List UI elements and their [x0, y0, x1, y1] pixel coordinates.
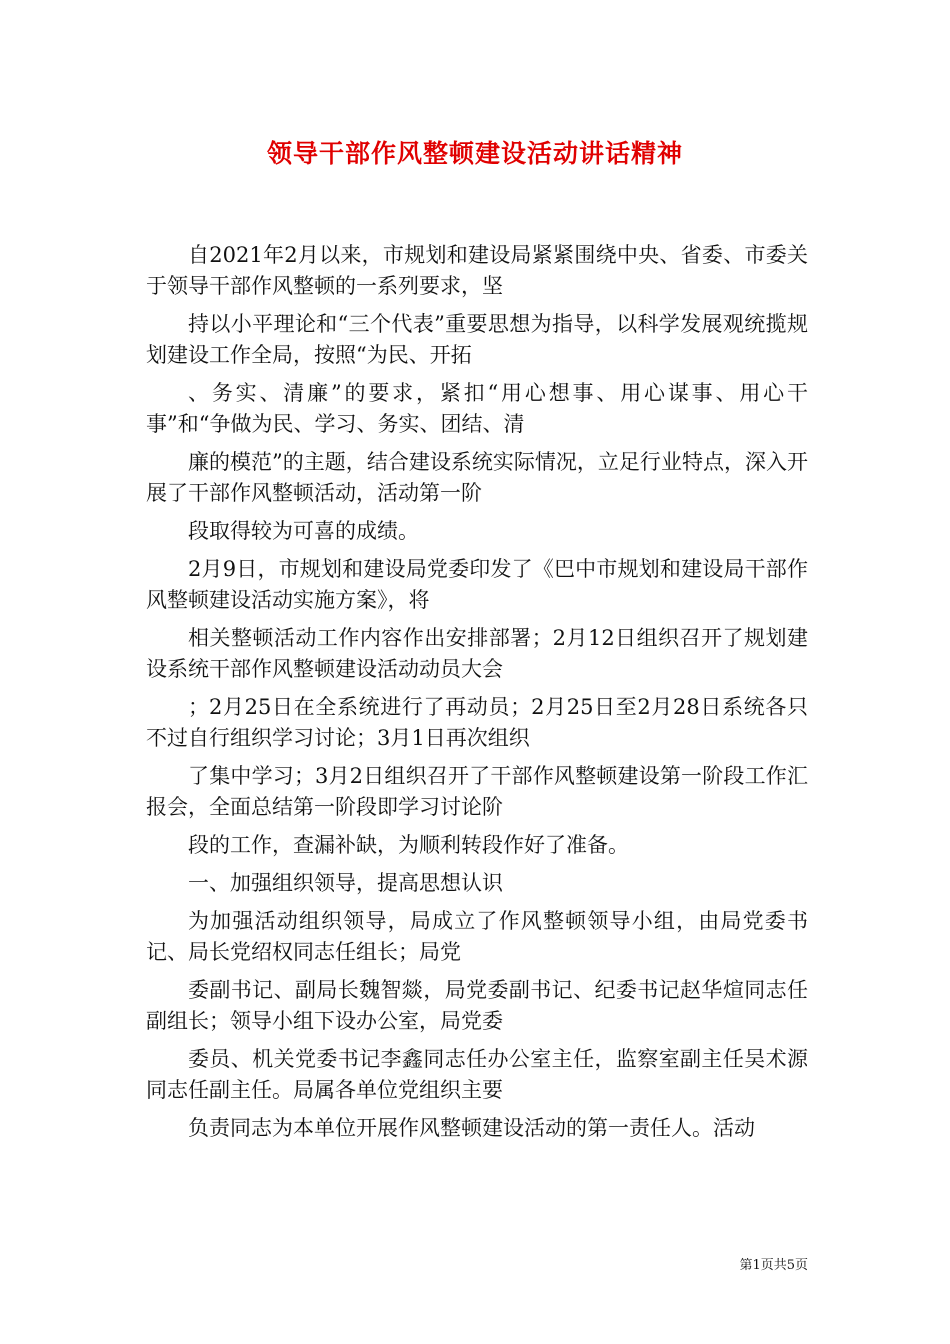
document-body: [146, 240, 808, 1151]
section-heading: 一、加强组织领导，提高思想认识: [188, 871, 503, 895]
paragraph: 、务实、清廉”的要求，紧扣“用心想事、用心谋事、用心干事”和“争做为民、学习、务实、团结、清: [146, 381, 808, 436]
paragraph: 段取得较为可喜的成绩。: [188, 519, 419, 543]
paragraph: 2月9日，市规划和建设局党委印发了《巴中市规划和建设局干部作风整顿建设活动实施方案》，将: [146, 557, 808, 612]
paragraph: 廉的模范”的主题，结合建设系统实际情况，立足行业特点，深入开展了干部作风整顿活动，活动第一阶: [146, 450, 808, 505]
paragraph: 了集中学习；3月2日组织召开了干部作风整顿建设第一阶段工作汇报会，全面总结第一阶段即学习讨论阶: [146, 764, 808, 819]
paragraph: 委员、机关党委书记李鑫同志任办公室主任，监察室副主任吴术源同志任副主任。局属各单位党组织主要: [146, 1047, 808, 1102]
paragraph: 相关整顿活动工作内容作出安排部署；2月12日组织召开了规划建设系统干部作风整顿建设活动动员大会: [146, 626, 808, 681]
paragraph: 为加强活动组织领导，局成立了作风整顿领导小组，由局党委书记、局长党绍权同志任组长；局党: [146, 909, 808, 964]
page-number: 第1页共5页: [739, 1258, 808, 1273]
document-title: 领导干部作风整顿建设活动讲话精神: [266, 139, 683, 168]
paragraph: 委副书记、副局长魏智燚，局党委副书记、纪委书记赵华煊同志任副组长；领导小组下设办公室，局党委: [146, 978, 808, 1033]
paragraph: 负责同志为本单位开展作风整顿建设活动的第一责任人。活动: [188, 1116, 755, 1140]
paragraph: 段的工作，查漏补缺，为顺利转段作好了准备。: [188, 833, 629, 857]
paragraph: 持以小平理论和“三个代表”重要思想为指导，以科学发展观统揽规划建设工作全局，按照“为民、开拓: [146, 312, 808, 367]
paragraph: ；2月25日在全系统进行了再动员；2月25日至2月28日系统各只不过自行组织学习讨论；3月1日再次组织: [146, 695, 808, 750]
paragraph: 自2021年2月以来，市规划和建设局紧紧围绕中央、省委、市委关于领导干部作风整顿的一系列要求，坚: [146, 243, 808, 298]
